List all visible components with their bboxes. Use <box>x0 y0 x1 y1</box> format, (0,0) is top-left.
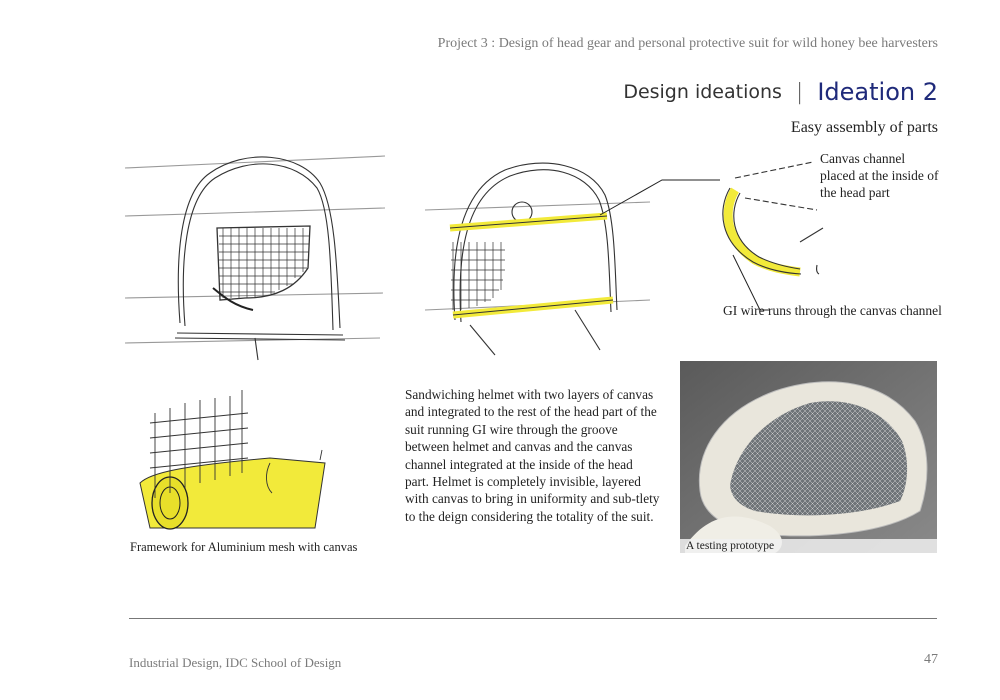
sketch-framework <box>130 388 335 538</box>
page-number: 47 <box>924 652 938 667</box>
footer-divider <box>129 618 937 619</box>
framework-caption: Framework for Aluminium mesh with canvas <box>130 540 358 554</box>
design-description: Sandwiching helmet with two layers of canvas and integrated to the rest of the head part of the suit running GI wire through the groove between helmet and canvas and the canvas channel integrated at the inside of the head part. Helmet is completely invisible, layered with canvas to bring in uniformity and sub-tlety to the deign considering the totality of the suit. <box>405 387 660 524</box>
sketch-canvas-channel <box>705 160 830 285</box>
prototype-caption: A testing prototype <box>680 539 937 553</box>
canvas-channel-annotation: Canvas channel placed at the inside of the head part <box>820 151 939 200</box>
prototype-photo <box>680 361 937 553</box>
subtitle: Easy assembly of parts <box>790 119 938 136</box>
section-label: Design ideations <box>623 81 782 103</box>
footer-school: Industrial Design, IDC School of Design <box>129 655 342 670</box>
prototype-image <box>680 361 937 553</box>
heading-separator: | <box>795 79 804 105</box>
project-title: Project 3 : Design of head gear and personal protective suit for wild honey bee harvesters <box>437 36 938 51</box>
ideation-title: Ideation 2 <box>817 78 938 106</box>
gi-wire-annotation: GI wire runs through the canvas channel <box>723 303 942 318</box>
